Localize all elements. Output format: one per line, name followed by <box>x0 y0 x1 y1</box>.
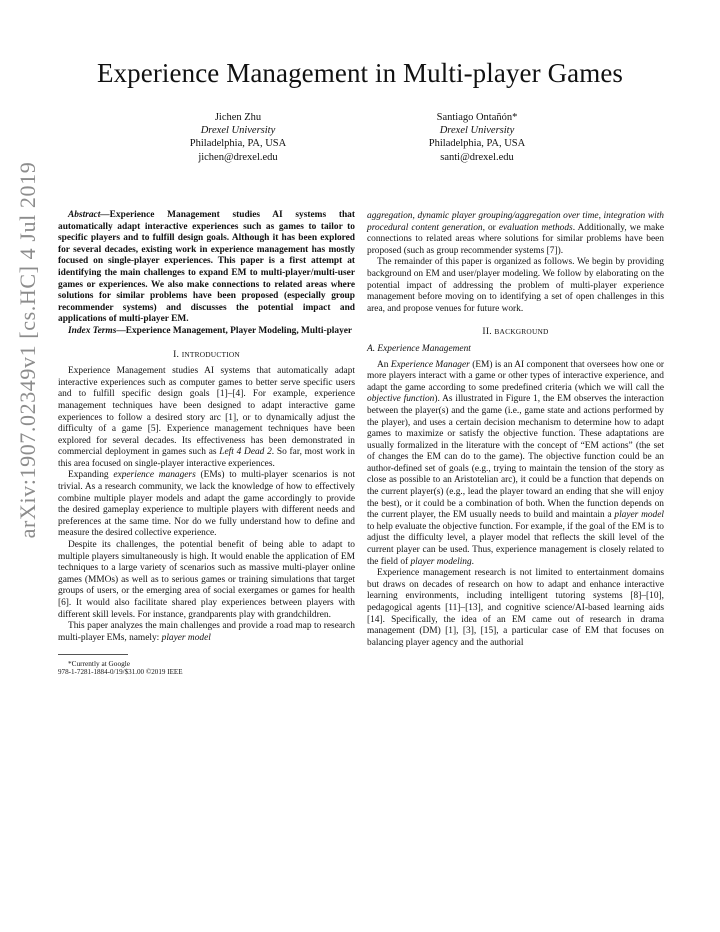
author-location: Philadelphia, PA, USA <box>428 138 526 150</box>
intro-paragraph-3: Despite its challenges, the potential benefit of being able to adapt to multiple players simultaneously is high. It would enable the application of EM techniques to a large variety of scenarios such as massive multi-player online games (MMOs) as well as to serious games or training simulations that target groups of users, or the emerging area of social exergames or games for health [6]. It would also facilitate shared play experiences between players with different skill levels. For instance, grandparents play with grandchildren. <box>58 540 355 620</box>
intro-paragraph-5: The remainder of this paper is organized as follows. We begin by providing background on EM and user/player modeling. We follow by elaborating on the potential impact of addressing the problem of multi-player experience management before moving on to identifying a set of open challenges in this area, and propose venues for future work. <box>367 257 664 314</box>
left-column <box>58 210 355 677</box>
section-heading-background: II. BACKGROUND <box>482 326 549 338</box>
author-location: Philadelphia, PA, USA <box>189 138 287 150</box>
arxiv-stamp: arXiv:1907.02349v1 [cs.HC] 4 Jul 2019 <box>15 161 40 539</box>
author-email[interactable]: santi@drexel.edu <box>440 151 514 163</box>
author-affiliation: Drexel University <box>200 125 276 137</box>
subsection-heading-experience-management: A. Experience Management <box>367 343 471 354</box>
intro-paragraph-4: This paper analyzes the main challenges and provide a road map to research multi-player EMs, namely: player model <box>58 621 355 643</box>
footnote: *Currently at Google <box>68 659 131 669</box>
author-block <box>357 111 597 164</box>
index-terms-text: —Experience Management, Player Modeling, Multi-player <box>116 325 353 336</box>
abstract-label: Abstract— <box>68 210 110 220</box>
intro-paragraph-2: Expanding experience managers (EMs) to multi-player scenarios is not trivial. As a research community, we lack the knowledge of how to effectively combine multiple player models and adapt the game accordingly to provide the desired gameplay experience to multiple players with different needs and preferences at the same time. Nor do we fully understand how to define and measure the desired collective experience. <box>58 470 356 539</box>
background-paragraph-2: Experience management research is not limited to entertainment domains but draws on decades of research on how to adapt and enhance interactive learning environments, including intelligent tutoring systems [8]–[10], pedagogical agents [11]–[13], and cognitive science/AI-based learning aids [14]. Specifically, the idea of an EM came out of research in drama management (DM) [1], [3], [15], a particular case of EM that focuses on balancing player agency and the authorial <box>367 568 664 648</box>
author-email[interactable]: jichen@drexel.edu <box>198 151 278 163</box>
footnote-rule <box>58 654 128 655</box>
intro-paragraph-1: Experience Management studies AI systems that automatically adapt interactive experiences such as computer games to better serve specific users and to fulfill specific design goals [1]–[4]. For example, experience management techniques have been designed to adapt interactive game experiences to follow a desired story arc [1], or to dynamically adjust the difficulty of a game [5]. Experience management techniques have been explored for several decades. Its effectiveness has been demonstrated in commercial deployment in games such as Left 4 Dead 2. So far, most work in this area focused on single-player interactive experiences. <box>58 366 355 469</box>
abstract <box>58 210 355 338</box>
background-paragraph-1: An Experience Manager (EM) is an AI component that oversees how one or more players interact with a game or other types of interactive experience, and adapt the game according to some predefined criteria (which we will call the objective function). As illustrated in Figure 1, the EM observes the interaction between the player(s) and the game (i.e., game state and actions performed by the player), and uses a certain decision mechanism to determine how to adapt games to maximize or satisfy the objective function. These adaptations are usually formalized in the literature with the concept of “EM actions” (the set of changes the EM can do to the game). The objective function could be an author-defined set of goals (e.g., trying to maintain the tension of the story as close as possible to an Aristotelian arc), it could be a function that depends on the current player(s) (e.g., lead the player toward an ending that she will enjoy the best), or it could be a combination of both. When the function depends on the current player, the EM usually needs to build and maintain a player model to help evaluate the objective function. For example, if the goal of the EM is to adjust the difficulty level, a player model that reflects the skill level of the current player can be used. Thus, experience management is closely related to the field of player modeling. <box>367 359 665 567</box>
author-name: Santiago Ontañón* <box>436 112 518 123</box>
abstract-text: Experience Management studies AI systems that automatically adapt interactive experiences such as games to tailor to specific players and to fulfill design goals. Although it has been explored for several decades, existing work in experience management has mostly focused on single-player experiences. This paper is a first attempt at identifying the main challenges to expand EM to multi-player/multi-user games or experiences. We also make connections to related areas where solutions for similar problems have been proposed (especially group recommender systems) and discusses the potential impact and applications of multi-player EM. <box>58 210 355 325</box>
copyright-line: 978-1-7281-1884-0/19/$31.00 ©2019 IEEE <box>58 668 183 677</box>
author-block <box>118 111 358 164</box>
section-heading-introduction: I. INTRODUCTION <box>173 348 240 360</box>
intro-paragraph-4-continued: aggregation, dynamic player grouping/aggregation over time, integration with procedural content generation, or evaluation methods. Additionally, we make connections to related areas where solutions for similar problems have been proposed (such as group recommender systems [7]). <box>367 211 664 256</box>
author-name: Jichen Zhu <box>214 112 262 123</box>
index-terms-label: Index Terms <box>68 325 117 336</box>
paper-title: Experience Management in Multi-player Games <box>96 58 624 88</box>
right-column <box>367 211 664 649</box>
author-affiliation: Drexel University <box>439 125 515 137</box>
